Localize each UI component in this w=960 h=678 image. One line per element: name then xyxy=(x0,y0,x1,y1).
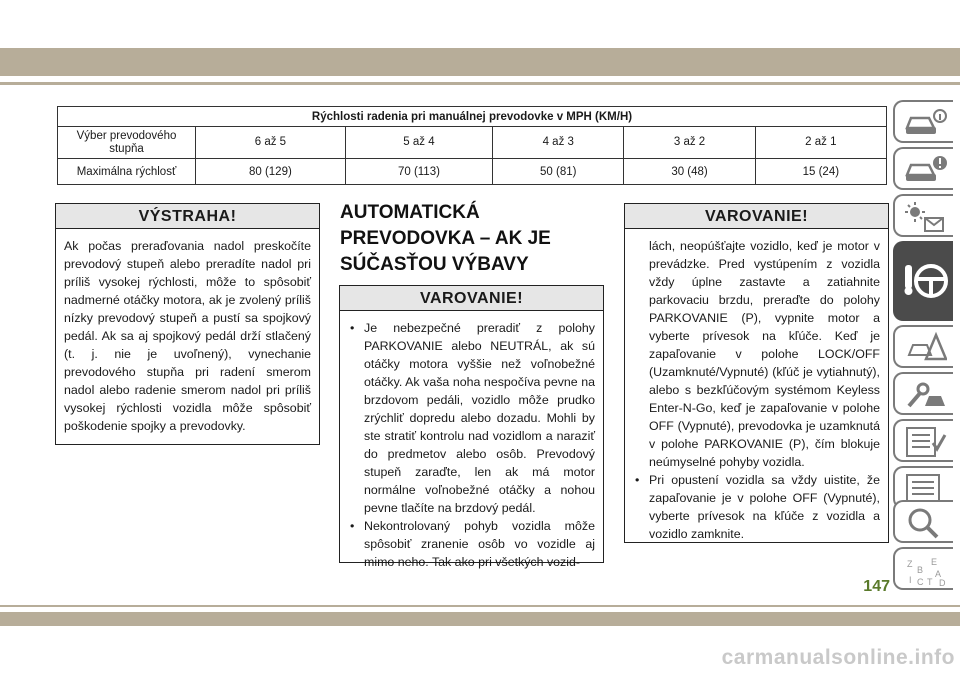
wrench-car-icon xyxy=(903,378,947,412)
footer-band xyxy=(0,612,960,626)
list-item: • Nekontrolovaný pohyb vozidla môže spôsobiť zranenie osôb vo vozidle aj mimo neho. Tak ako pri všetkých vozid- xyxy=(348,517,595,571)
steering-wheel-icon xyxy=(903,247,949,319)
table-cell: 30 (48) xyxy=(624,159,755,185)
dashboard-message-icon xyxy=(903,200,947,234)
warning-box xyxy=(55,203,320,445)
svg-text:D: D xyxy=(939,578,946,588)
section-title: AUTOMATICKÁ PREVODOVKA – AK JE SÚČASŤOU VÝBAVY xyxy=(340,202,551,275)
tab-index[interactable] xyxy=(893,547,953,590)
car-info-icon xyxy=(903,106,947,140)
gear-speed-table xyxy=(57,106,887,185)
warning-title: VÝSTRAHA! xyxy=(56,204,319,229)
svg-text:Z: Z xyxy=(907,559,913,569)
tab-emergency[interactable] xyxy=(893,325,953,368)
caution-title: VAROVANIE! xyxy=(625,204,888,229)
table-cell: 50 (81) xyxy=(493,159,624,185)
alphabet-index-icon xyxy=(903,553,947,589)
table-cell: 2 až 1 xyxy=(755,127,886,159)
tab-car-warning[interactable] xyxy=(893,147,953,190)
table-cell: 15 (24) xyxy=(755,159,886,185)
hazard-triangle-icon xyxy=(903,331,947,365)
car-warning-icon xyxy=(903,153,947,187)
table-cell: 70 (113) xyxy=(345,159,492,185)
svg-text:B: B xyxy=(917,565,924,575)
list-item: • Pri opustení vozidla sa vždy uistite, že zapaľovanie je v polohe OFF (Vypnuté), vyberte prívesok na kľúče z vozidla a vozidlo zamknite. xyxy=(633,471,880,543)
table-title: Rýchlosti radenia pri manuálnej prevodovke v MPH (KM/H) xyxy=(58,107,887,127)
list-item: • Je nebezpečné preradiť z polohy PARKOVANIE alebo NEUTRÁL, ak sú otáčky motora vyššie než voľnobežné otáčky. Ak vaša noha nespočíva pevne na brzdovom pedáli, vozidlo môže prudko zrýchliť dopredu alebo dozadu. Mohli by ste stratiť kontrolu nad vozidlom a naraziť do predmetov alebo osôb. Prevodový stupeň zaraďte, len ak má motor normálne voľnobežné otáčky a nohou pevne tlačíte na brzdový pedál. xyxy=(348,319,595,517)
tab-checklist[interactable] xyxy=(893,419,953,462)
svg-text:C: C xyxy=(917,577,924,587)
tab-maintenance[interactable] xyxy=(893,372,953,415)
caution-continued-text: lách, neopúšťajte vozidlo, keď je motor v prevádzke. Pred vystúpením z vozidla vždy úplne zastavte a zatiahnite parkovaciu brzdu, preraďte do polohy PARKOVANIE (P), vypnite motor a vyberte prívesok na kľúče. Keď je zapaľovanie v polohe LOCK/OFF (Uzamknuté/Vypnuté) (kľúč je vytiahnutý), alebo s bezkľúčovým systémom Keyless Enter-N-Go, keď je zapaľovanie v polohe OFF (Vypnuté), prevodovka je uzamknutá v polohe PARKOVANIE (P), čím blokuje neúmyselné pohyby vozidla. xyxy=(649,239,880,469)
caution-list xyxy=(633,471,880,543)
table-cell: 4 až 3 xyxy=(493,127,624,159)
svg-text:I: I xyxy=(909,575,912,585)
svg-text:E: E xyxy=(931,557,938,567)
caution-list xyxy=(348,319,595,571)
row-label-speed: Maximálna rýchlosť xyxy=(58,159,196,185)
table-cell: 80 (129) xyxy=(196,159,346,185)
caution-box-2 xyxy=(624,203,889,543)
table-cell: 5 až 4 xyxy=(345,127,492,159)
row-label-gear: Výber prevodového stupňa xyxy=(58,127,196,159)
page-number: 147 xyxy=(863,578,890,595)
tab-starting-operating[interactable] xyxy=(893,241,953,321)
table-row xyxy=(58,127,887,159)
caution-title: VAROVANIE! xyxy=(340,286,603,311)
table-cell: 3 až 2 xyxy=(624,127,755,159)
svg-text:T: T xyxy=(927,577,933,587)
table-row xyxy=(58,159,887,185)
warning-text: Ak počas preraďovania nadol preskočíte prevodový stupeň alebo preradíte nadol pri príliš vysokej rýchlosti, môže to spôsobiť nadmerné otáčky motora, ak je zvolený príliš nízky prevodový stupeň a pustí sa spojkový pedál. Ak sa aj spojkový pedál drží stlačený (t. j. nie je uvoľnený), vynechanie prevodového stupňa pri radení smerom nadol alebo radenie smerom nadol pri príliš vysokej rýchlosti vozidla môže spôsobiť poškodenie spojky a prevodovky. xyxy=(64,239,311,433)
watermark: carmanualsonline.info xyxy=(721,646,955,669)
svg-text:A: A xyxy=(935,569,942,579)
tab-search[interactable] xyxy=(893,500,953,543)
checklist-icon xyxy=(903,425,947,459)
header-rule xyxy=(0,82,960,85)
caution-box-1 xyxy=(339,285,604,569)
magnifier-icon xyxy=(903,506,947,540)
header-band xyxy=(0,48,960,76)
tab-dashboard-message[interactable] xyxy=(893,194,953,237)
table-cell: 6 až 5 xyxy=(196,127,346,159)
tab-car-info[interactable] xyxy=(893,100,953,143)
footer-rule xyxy=(0,605,960,607)
